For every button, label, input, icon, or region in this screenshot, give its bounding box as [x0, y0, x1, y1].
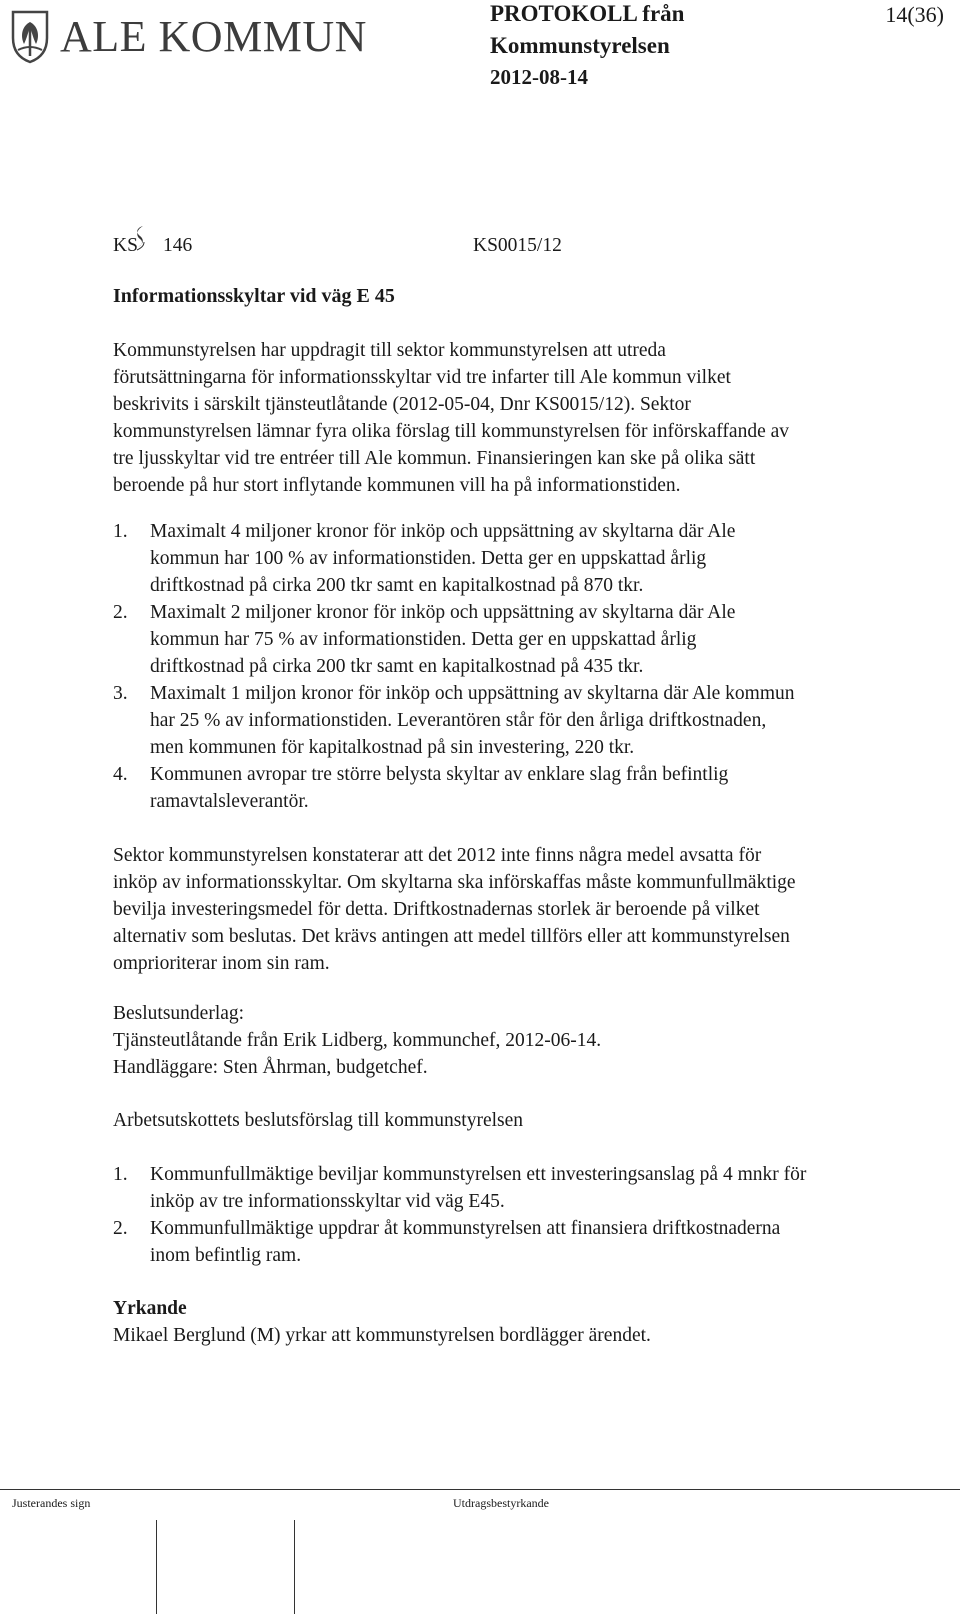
intro-paragraph — [113, 337, 933, 499]
protocol-body: Kommunstyrelsen — [490, 33, 670, 58]
page-number: 14(36) — [885, 2, 944, 27]
sector-line: inköp av informationsskyltar. Om skyltarna ska införskaffas måste kommunfullmäktige — [113, 872, 796, 893]
option-line: driftkostnad på cirka 200 tkr samt en kapitalkostnad på 435 tkr. — [150, 656, 644, 677]
basis-line: Handläggare: Sten Åhrman, budgetchef. — [113, 1057, 428, 1078]
case-dnr: KS0015/12 — [473, 235, 562, 256]
sector-line: omprioriterar inom sin ram. — [113, 953, 330, 974]
footer-extract-label: Utdragsbestyrkande — [453, 1496, 549, 1510]
sector-line: Sektor kommunstyrelsen konstaterar att det 2012 inte finns några medel avsatta för — [113, 845, 762, 866]
proposal-line: inköp av tre informationsskyltar vid väg E45. — [150, 1191, 505, 1212]
organisation-name: ALE KOMMUN — [60, 12, 367, 61]
sector-paragraph — [113, 842, 933, 977]
option-number: 1. — [113, 521, 128, 542]
option-line: kommun har 100 % av informationstiden. Detta ger en uppskattad årlig — [150, 548, 707, 569]
proposal-number: 1. — [113, 1164, 128, 1185]
protocol-title: PROTOKOLL från — [490, 1, 685, 26]
case-number: 146 — [163, 235, 193, 256]
option-number: 3. — [113, 683, 128, 704]
intro-line: tre ljusskyltar vid tre entréer till Ale kommun. Finansieringen kan ske på olika sätt — [113, 448, 756, 469]
basis-label: Beslutsunderlag: — [113, 1003, 245, 1024]
yrkande-text: Mikael Berglund (M) yrkar att kommunstyrelsen bordlägger ärendet. — [113, 1325, 651, 1346]
option-number: 2. — [113, 602, 128, 623]
footer-divider — [0, 1489, 960, 1490]
proposal-number: 2. — [113, 1218, 128, 1239]
basis-line: Tjänsteutlåtande från Erik Lidberg, kommunchef, 2012-06-14. — [113, 1030, 602, 1051]
option-line: men kommunen för kapitalkostnad på sin investering, 220 tkr. — [150, 737, 635, 758]
option-line: Maximalt 1 miljon kronor för inköp och uppsättning av skyltarna där Ale kommun — [150, 683, 795, 704]
sector-line: alternativ som beslutas. Det krävs antingen att medel tillförs eller att kommunstyrelsen — [113, 926, 790, 947]
signature-box-divider — [156, 1520, 157, 1614]
proposal-line: inom befintlig ram. — [150, 1245, 302, 1266]
intro-line: beroende på hur stort inflytande kommunen vill ha på informationstiden. — [113, 475, 681, 496]
signature-box-divider — [294, 1520, 295, 1614]
case-prefix: KS — [113, 235, 138, 256]
intro-line: beskrivits i särskilt tjänsteutlåtande (2012-05-04, Dnr KS0015/12). Sektor — [113, 394, 691, 415]
intro-line: kommunstyrelsen lämnar fyra olika förslag till kommunstyrelsen för införskaffande av — [113, 421, 790, 442]
option-line: Maximalt 2 miljoner kronor för inköp och uppsättning av skyltarna där Ale — [150, 602, 736, 623]
proposal-line: Kommunfullmäktige uppdrar åt kommunstyrelsen att finansiera driftkostnaderna — [150, 1218, 781, 1239]
option-number: 4. — [113, 764, 128, 785]
sector-line: bevilja investeringsmedel för detta. Driftkostnadernas storlek är beroende på vilket — [113, 899, 760, 920]
footer-sign-label: Justerandes sign — [12, 1496, 91, 1510]
proposal-title: Arbetsutskottets beslutsförslag till kommunstyrelsen — [113, 1110, 524, 1131]
option-line: ramavtalsleverantör. — [150, 791, 309, 812]
intro-line: förutsättningarna för informationsskyltar vid tre infarter till Ale kommun vilket — [113, 367, 731, 388]
page-title: Informationsskyltar vid väg E 45 — [113, 285, 395, 307]
decision-basis — [113, 1000, 933, 1081]
intro-line: Kommunstyrelsen har uppdragit till sektor kommunstyrelsen att utreda — [113, 340, 666, 361]
section-sign-icon — [132, 224, 148, 254]
option-line: Kommunen avropar tre större belysta skyltar av enklare slag från befintlig — [150, 764, 729, 785]
option-line: driftkostnad på cirka 200 tkr samt en kapitalkostnad på 870 tkr. — [150, 575, 644, 596]
option-line: Maximalt 4 miljoner kronor för inköp och uppsättning av skyltarna där Ale — [150, 521, 736, 542]
option-line: har 25 % av informationstiden. Leverantören står för den årliga driftkostnaden, — [150, 710, 767, 731]
ale-kommun-logo-icon — [10, 8, 50, 64]
proposal-line: Kommunfullmäktige beviljar kommunstyrelsen ett investeringsanslag på 4 mnkr för — [150, 1164, 807, 1185]
protocol-date: 2012-08-14 — [490, 65, 588, 89]
option-line: kommun har 75 % av informationstiden. Detta ger en uppskattad årlig — [150, 629, 697, 650]
yrkande-heading: Yrkande — [113, 1298, 187, 1319]
